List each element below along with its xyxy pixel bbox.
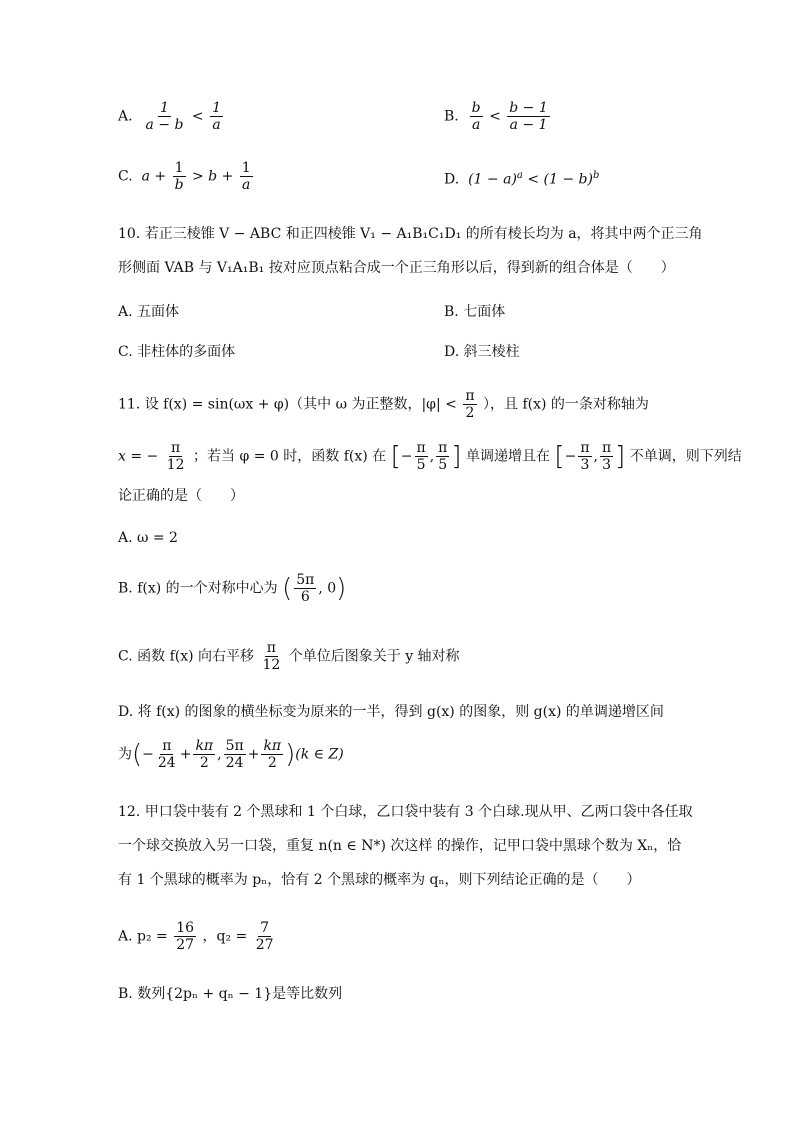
q9-option-a: A. $\frac{1}{a - b}$ < $\frac{1}{a}$ — [118, 100, 221, 134]
q11-option-a: A. ω = 2 — [118, 530, 178, 546]
q11-option-d-line2: 为(− $\frac{\pi}{24}$ + $\frac{k\pi}{2}$ , $\frac{5\pi}{24}$ + $\frac{k\pi}{2}$ )(k ∈ Z) — [118, 738, 344, 772]
q10-option-b: B. 七面体 — [444, 304, 506, 320]
q10-stem-line2: 形侧面 VAB 与 V₁A₁B₁ 按对应顶点粘合成一个正三角形以后，得到新的组合体是（ ） — [118, 260, 675, 276]
q10-option-a: A. 五面体 — [118, 304, 180, 320]
q10-option-c: C. 非柱体的多面体 — [118, 344, 236, 360]
q11-stem-line3: 论正确的是（ ） — [118, 488, 244, 504]
q10-option-d: D. 斜三棱柱 — [444, 344, 520, 360]
q11-option-c: C. 函数 f(x) 向右平移 $\frac{\pi}{12}$ 个单位后图象关于 y 轴对称 — [118, 640, 460, 674]
q12-option-a: A. p₂ = $\frac{16}{27}$ ，q₂ = $\frac{7}{27}$ — [118, 920, 274, 954]
q9-option-b: B. $\frac{b}{a}$ < $\frac{b - 1}{a - 1}$ — [444, 100, 548, 134]
q11-stem-line1: 11. 设 f(x) = sin(ωx + φ)（其中 ω 为正整数，|φ| < $\frac{\pi}{2}$ ），且 f(x) 的一条对称轴为 — [118, 388, 649, 422]
q9-option-c: C. a + $\frac{1}{b}$ > b + $\frac{1}{a}$ — [118, 160, 251, 194]
q11-option-d-line1: D. 将 f(x) 的图象的横坐标变为原来的一半，得到 g(x) 的图象，则 g(x) 的单调递增区间 — [118, 704, 664, 720]
q12-stem-line1: 12. 甲口袋中装有 2 个黑球和 1 个白球，乙口袋中装有 3 个白球.现从甲、乙两口袋中各任取 — [118, 804, 693, 820]
q10-stem-line1: 10. 若正三棱锥 V − ABC 和正四棱锥 V₁ − A₁B₁C₁D₁ 的所有棱长均为 a，将其中两个正三角 — [118, 226, 703, 242]
q11-option-b: B. f(x) 的一个对称中心为 ( $\frac{5\pi}{6}$ , 0) — [118, 572, 347, 606]
q11-stem-line2: x = − $\frac{\pi}{12}$ ；若当 φ = 0 时，函数 f(x) 在 [− $\frac{\pi}{5}$ , $\frac{\pi}{5}$ ] 单调递增且在 [− $\frac{\pi}{3}$ , $\frac{\pi}{3}$ ] 不单调，则下列结 — [118, 440, 742, 474]
q12-stem-line3: 有 1 个黑球的概率为 pₙ，恰有 2 个黑球的概率为 qₙ，则下列结论正确的是（ ） — [118, 872, 641, 888]
q9-option-d: D. $(1 - a)^a < (1 - b)^b$ — [444, 170, 600, 188]
q12-stem-line2: 一个球交换放入另一口袋，重复 n(n ∈ N*) 次这样 的操作，记甲口袋中黑球个数为 Xₙ，恰 — [118, 838, 682, 854]
q12-option-b: B. 数列{2pₙ + qₙ − 1}是等比数列 — [118, 986, 343, 1002]
